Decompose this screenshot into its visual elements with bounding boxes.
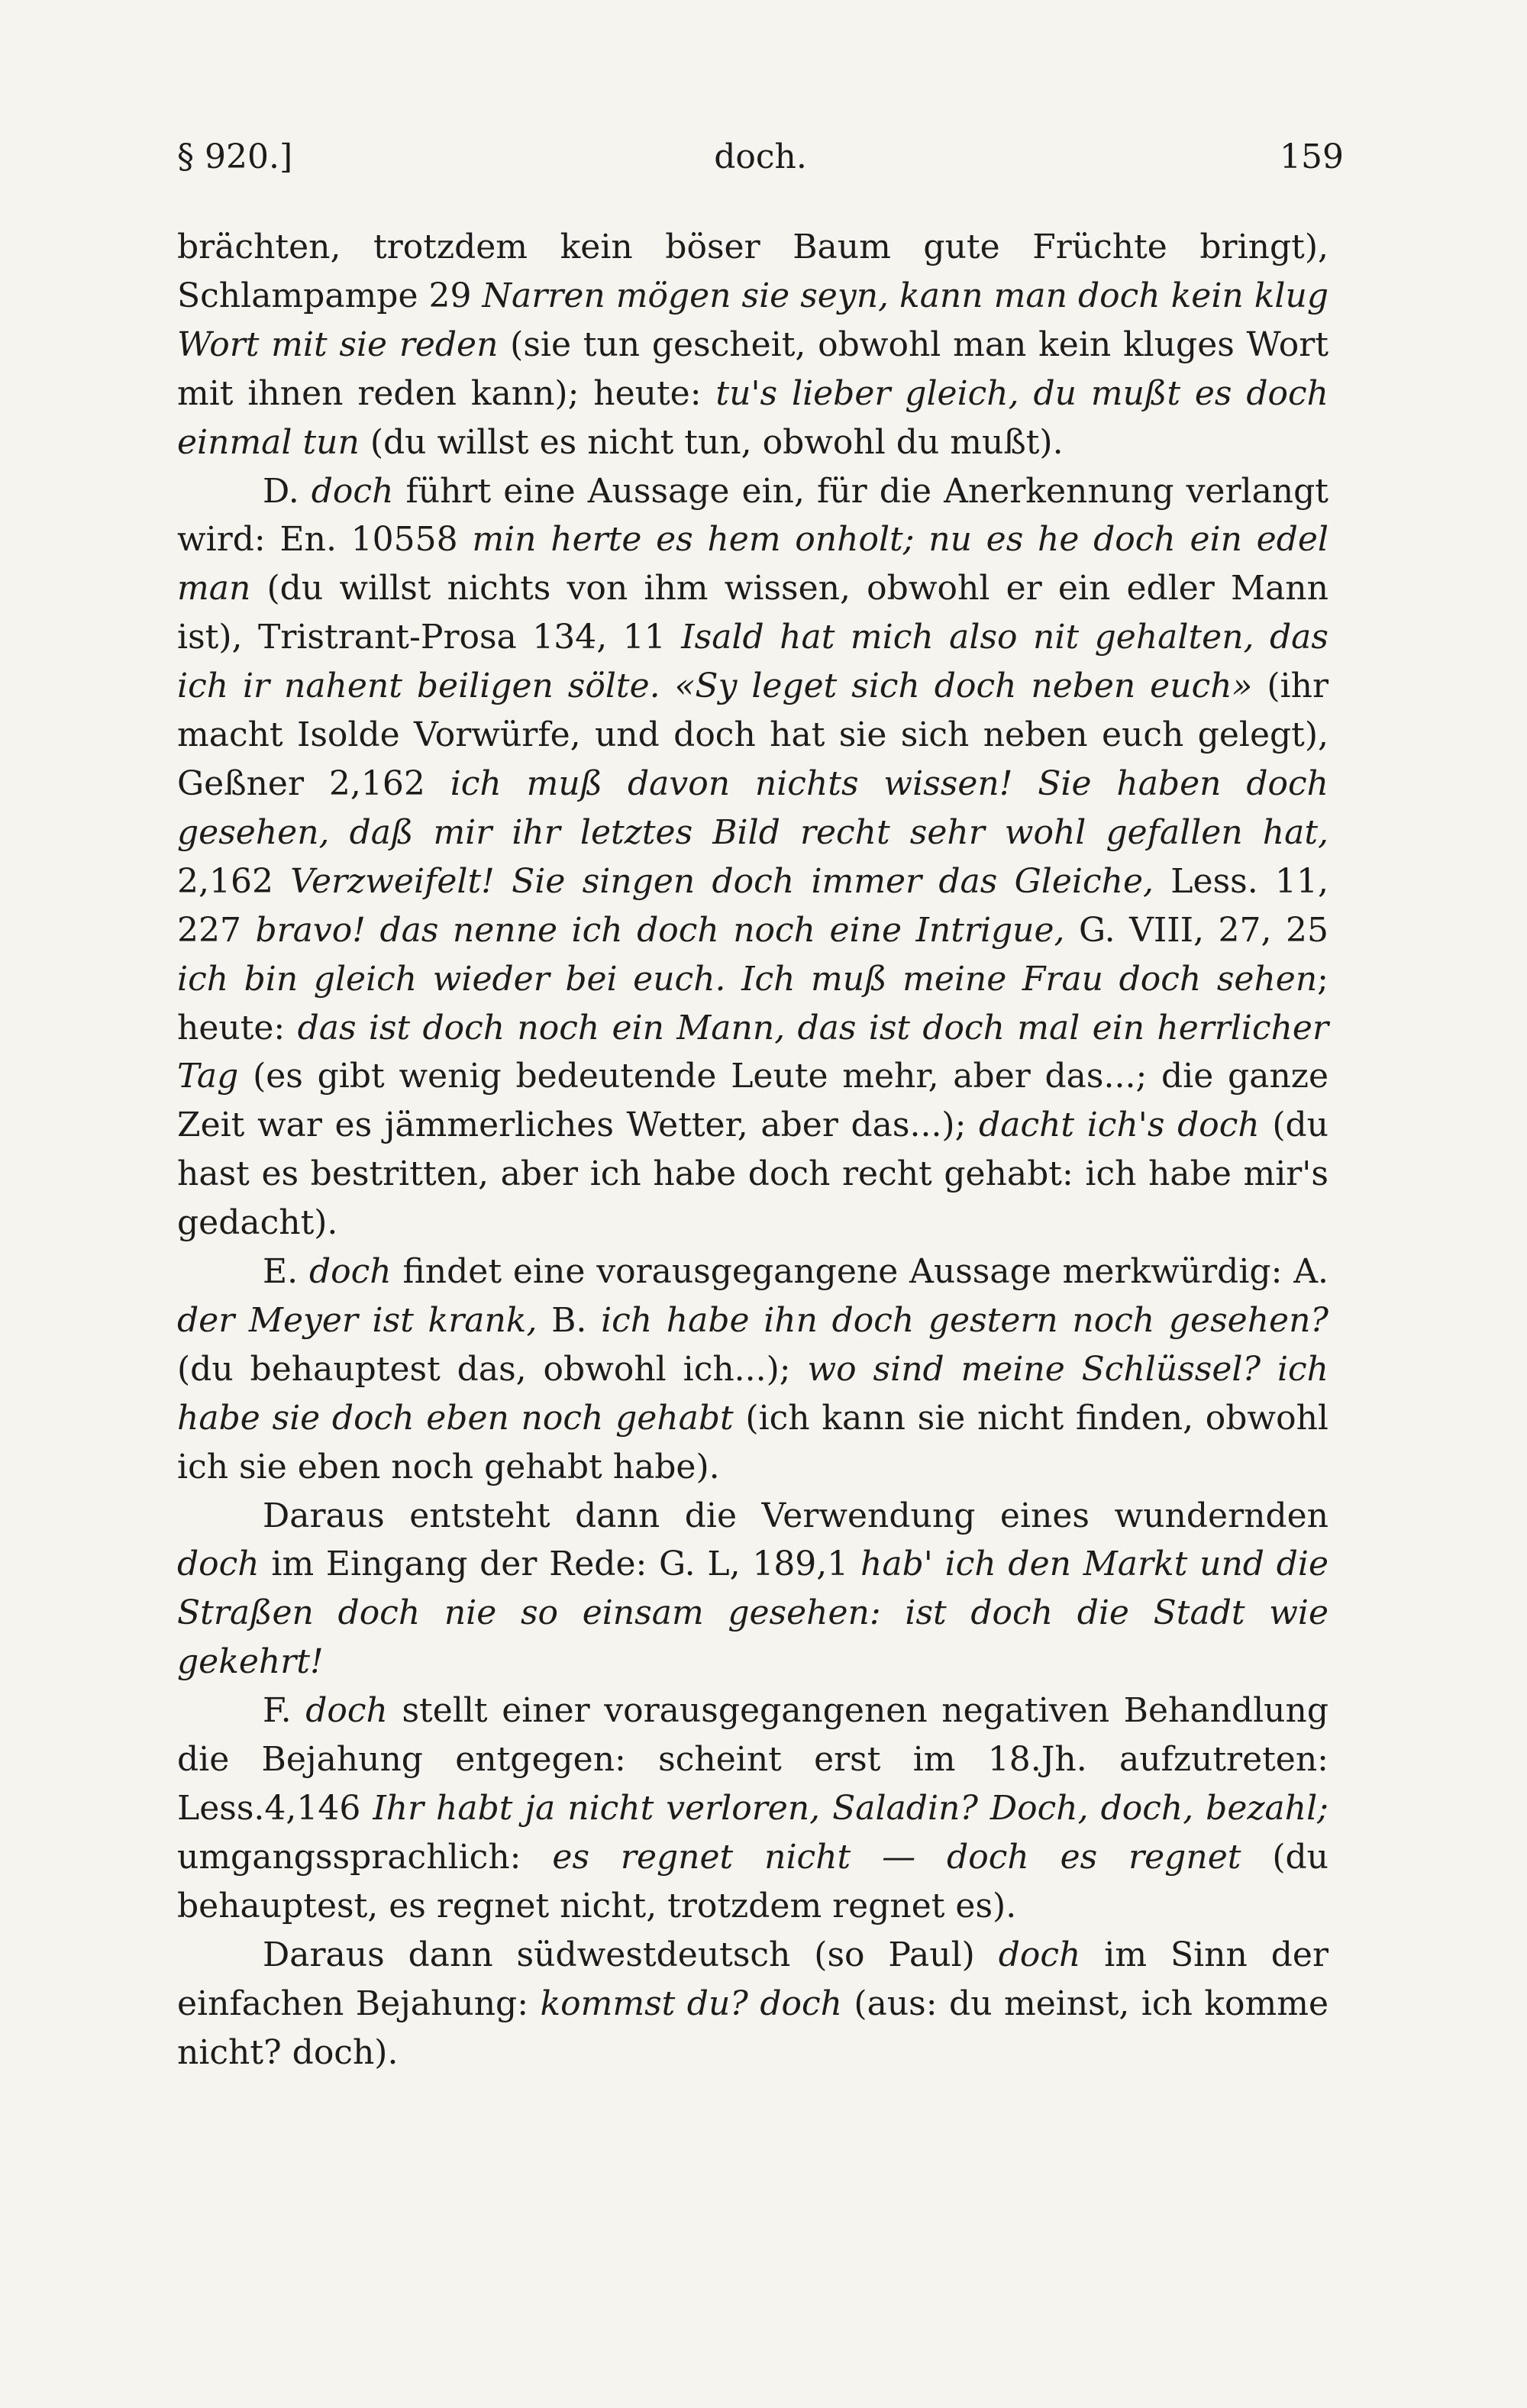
text-run: (du behauptest, es regnet nicht, trotzdem regnet es). (177, 1837, 1329, 1925)
italic-quote: doch (305, 1691, 388, 1731)
paragraph (177, 1492, 1328, 1687)
italic-quote: doch (998, 1935, 1081, 1974)
paragraph (177, 467, 1328, 1248)
section-reference: § 920.] (177, 137, 293, 176)
paragraph (177, 1687, 1328, 1931)
italic-quote: doch (308, 1252, 392, 1292)
text-run: findet eine vorausgegangene Aussage merkwürdig: A. (391, 1252, 1329, 1292)
page-number: 159 (1280, 137, 1344, 176)
header-title: doch. (714, 137, 807, 176)
italic-quote: tu's lieber gleich, du mußt es doch einmal tun (177, 373, 1329, 462)
italic-quote: hab' ich den Markt und die Straßen doch nie so einsam gesehen: ist doch die Stadt wie gekehrt! (177, 1545, 1329, 1682)
italic-quote: doch (177, 1545, 260, 1584)
italic-quote: Ihr habt ja nicht verloren, Saladin? Doch, doch, bezahl; (373, 1789, 1329, 1828)
text-run: B. (537, 1300, 602, 1340)
italic-quote: Verzweifelt! Sie singen doch immer das Gleiche, (290, 861, 1154, 901)
text-run: (es gibt wenig bedeutende Leute mehr, aber das...; die ganze Zeit war es jämmerliches Wetter, aber das...); (177, 1057, 1328, 1145)
text-run: (sie tun gescheit, obwohl man kein kluges Wort mit ihnen reden kann); heute: (177, 324, 1329, 413)
italic-quote: doch (311, 471, 394, 511)
text-run: 2,162 (177, 861, 291, 901)
text-run: (aus: du meinst, ich komme nicht? doch). (177, 1984, 1328, 2072)
paragraph (177, 223, 1328, 467)
text-run: führt eine Aussage ein, für die Anerkennung verlangt wird: En. 10558 (177, 471, 1328, 560)
italic-quote: das ist doch noch ein Mann, das ist doch mal ein herrlicher Tag (177, 1008, 1328, 1096)
text-run: (du willst es nicht tun, obwohl du mußt). (359, 422, 1064, 462)
text-run: F. (263, 1691, 306, 1731)
text-run: umgangssprachlich: (177, 1837, 553, 1877)
text-run: Daraus dann südwestdeutsch (so Paul) (263, 1935, 999, 1974)
italic-quote: der Meyer ist krank, (177, 1300, 538, 1340)
text-run: stellt einer vorausgegangenen negativen Behandlung die Bejahung entgegen: scheint erst im 18.Jh. aufzutreten: Less.4,146 (177, 1691, 1328, 1828)
paragraph (177, 1931, 1328, 2077)
text-run: (du hast es bestritten, aber ich habe doch recht gehabt: ich habe mir's gedacht). (177, 1106, 1329, 1243)
italic-quote: es regnet nicht — doch es regnet (552, 1837, 1241, 1877)
italic-quote: min herte es hem onholt; nu es he doch ein edel man (177, 520, 1328, 608)
italic-quote: dacht ich's doch (979, 1106, 1260, 1145)
italic-quote: ich habe ihn doch gestern noch gesehen? (601, 1300, 1328, 1340)
text-run: ; heute: (177, 959, 1328, 1047)
italic-quote: ich muß davon nichts wissen! Sie haben doch gesehen, daß mir ihr letztes Bild recht sehr wohl gefallen hat, (177, 763, 1328, 852)
text-run: brächten, trotzdem kein böser Baum gute Früchte bringt), Schlampampe 29 (177, 228, 1328, 315)
italic-quote: Isald hat mich also nit gehalten, das ich ir nahent beiligen sölte. «Sy leget sich doch neben euch» (177, 618, 1328, 706)
italic-quote: wo sind meine Schlüssel? ich habe sie doch eben noch gehabt (177, 1349, 1328, 1438)
text-run: G. VIII, 27, 25 (1064, 910, 1328, 950)
text-run: Daraus entsteht dann die Verwendung eines wundernden (263, 1496, 1328, 1535)
paragraph (177, 1248, 1328, 1492)
text-run: (du behauptest das, obwohl ich...); (177, 1349, 808, 1389)
italic-quote: kommst du? doch (540, 1984, 842, 2023)
text-run: im Sinn der einfachen Bejahung: (177, 1935, 1328, 2023)
running-header (177, 137, 1344, 199)
text-run: D. (263, 471, 312, 511)
italic-quote: Narren mögen sie seyn, kann man doch kein klug Wort mit sie reden (177, 276, 1328, 364)
italic-quote: ich bin gleich wieder bei euch. Ich muß meine Frau doch sehen (177, 959, 1318, 999)
text-run: im Eingang der Rede: G. L, 189,1 (259, 1545, 861, 1584)
text-run: Less. 11, 227 (177, 861, 1328, 950)
text-body (177, 223, 1328, 2077)
text-run: E. (263, 1252, 309, 1292)
text-run: (ich kann sie nicht finden, obwohl ich sie eben noch gehabt habe). (177, 1398, 1328, 1486)
text-run: (ihr macht Isolde Vorwürfe, und doch hat sie sich neben euch gelegt), Geßner 2,162 (177, 667, 1328, 803)
italic-quote: bravo! das nenne ich doch noch eine Intrigue, (255, 910, 1065, 950)
text-run: (du willst nichts von ihm wissen, obwohl er ein edler Mann ist), Tristrant-Prosa 134, 11 (177, 569, 1328, 657)
